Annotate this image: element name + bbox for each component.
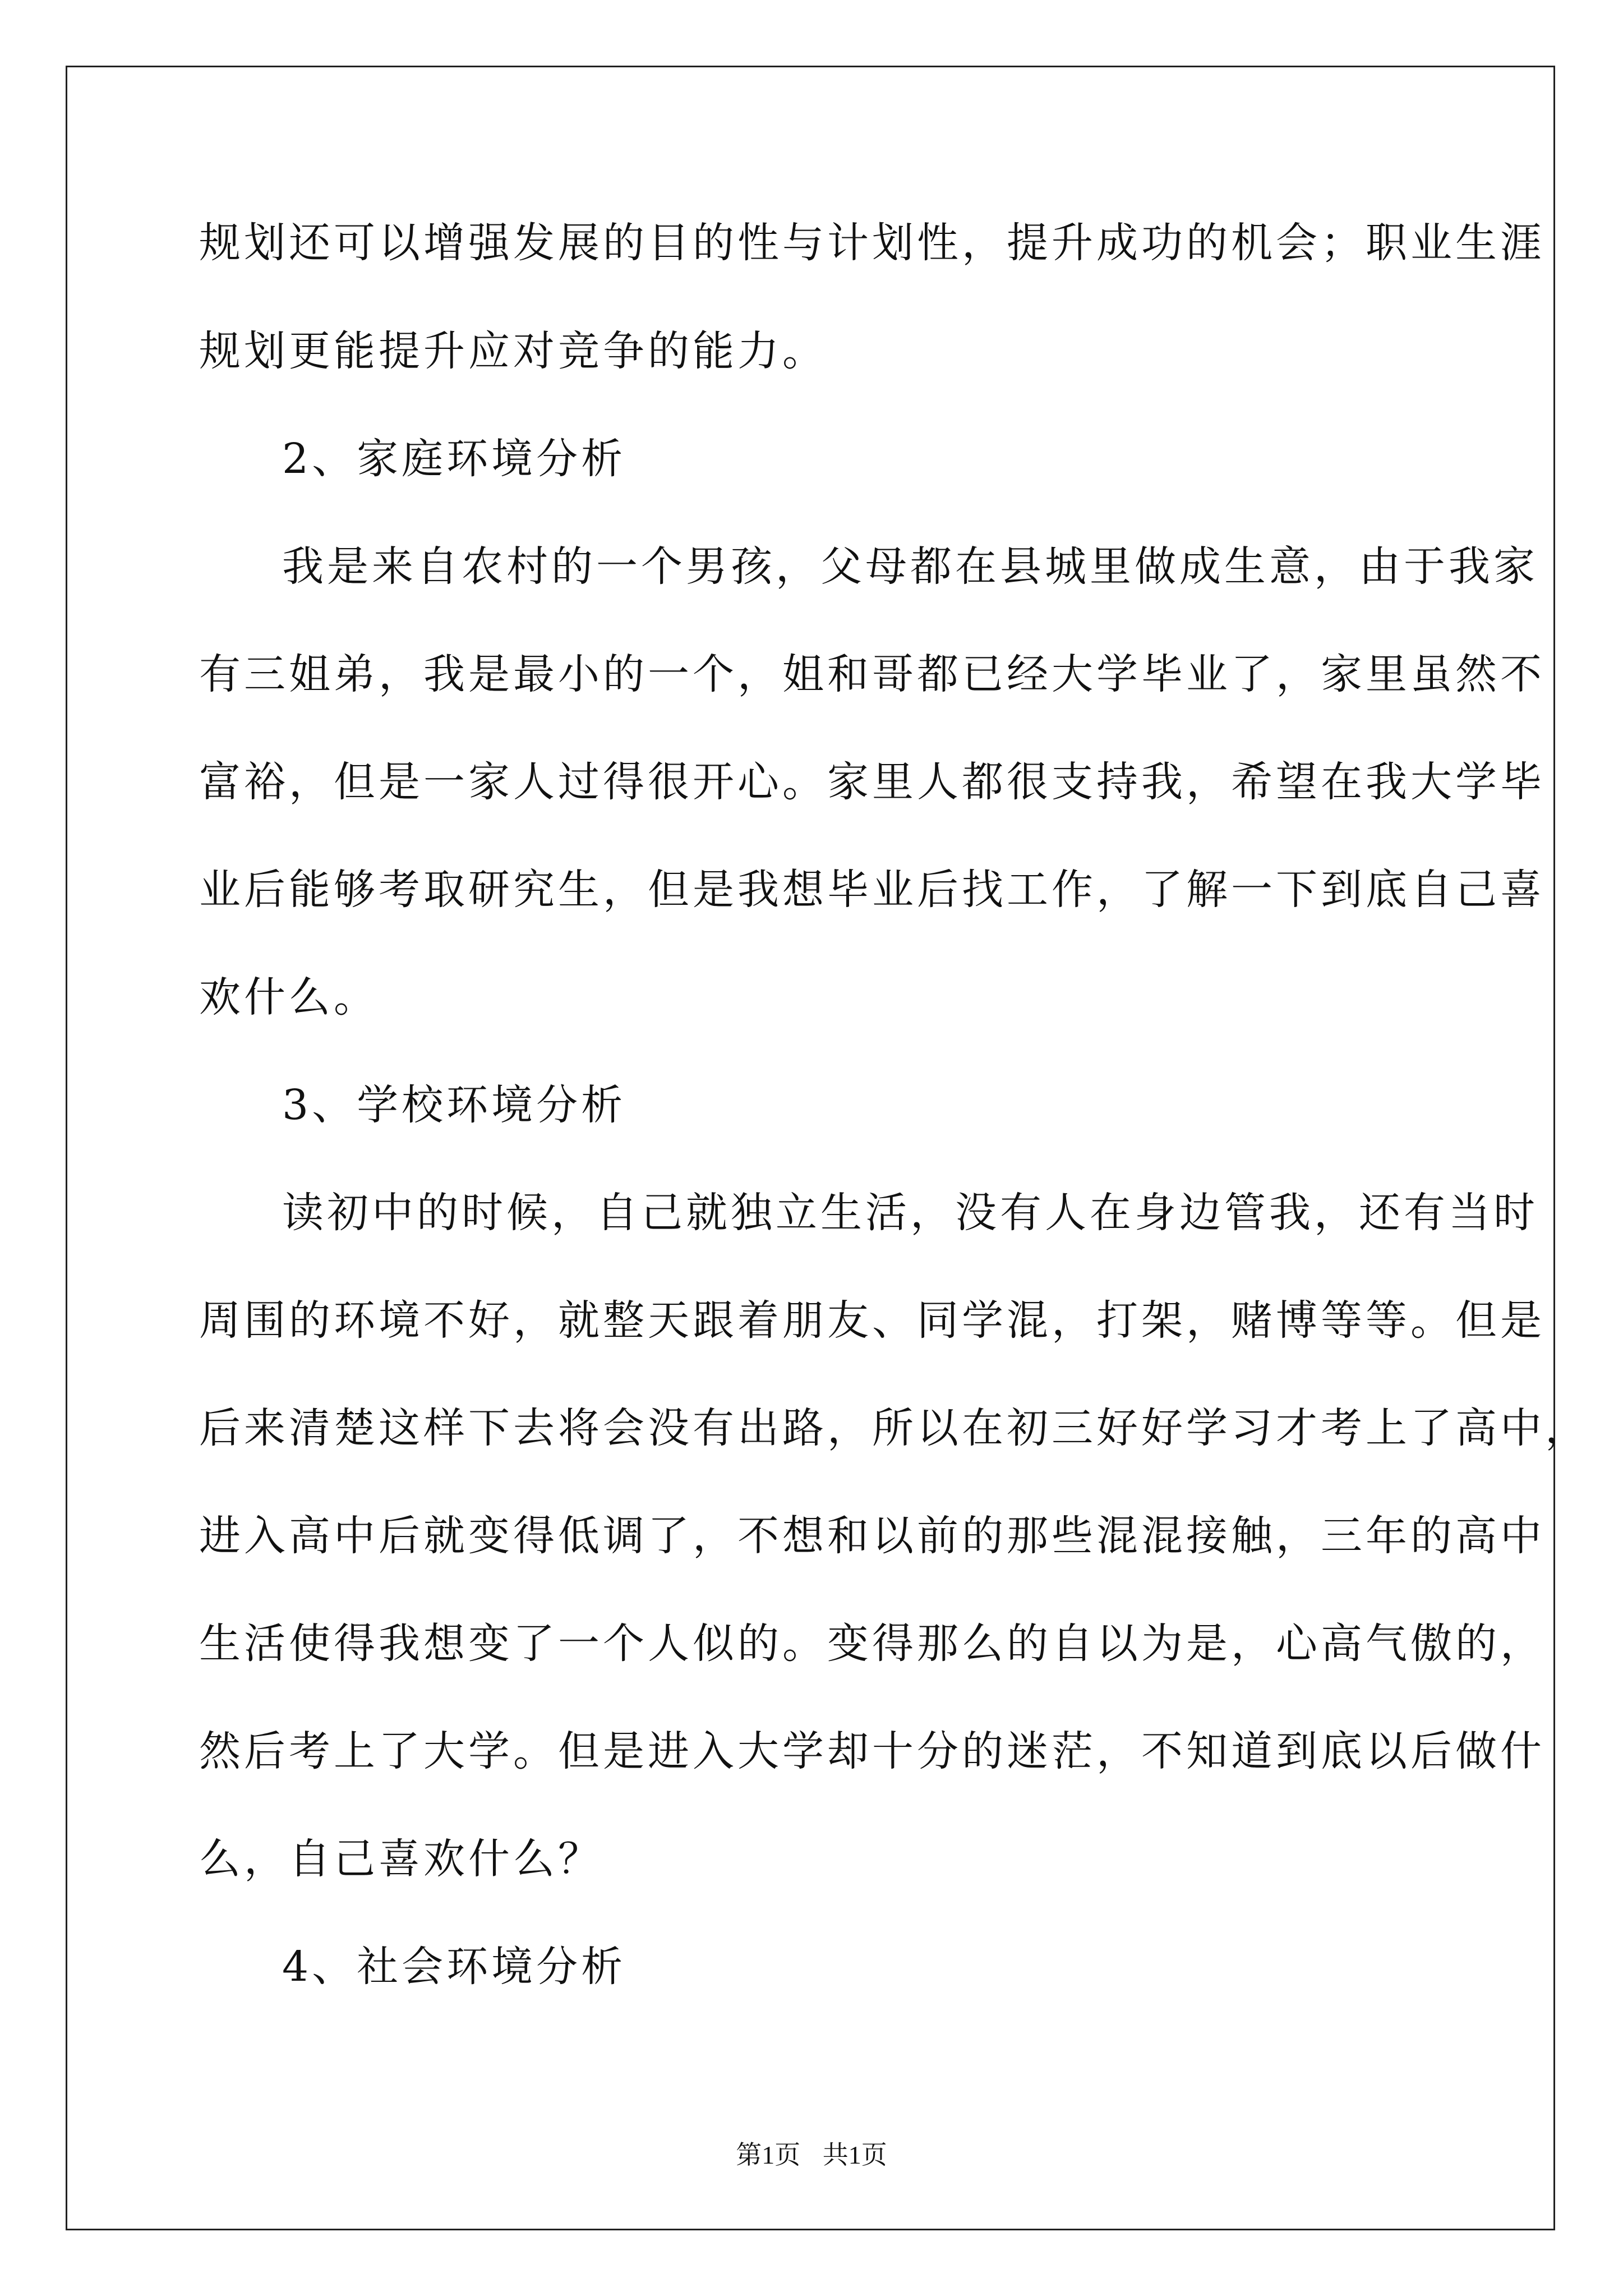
page-number: 第1页 <box>736 2141 801 2169</box>
paragraph-line: 规划更能提升应对竞争的能力。 <box>199 327 827 375</box>
page-footer <box>0 2134 1623 2171</box>
paragraph-line: 生活使得我想变了一个人似的。变得那么的自以为是，心高气傲的， <box>199 1619 1545 1668</box>
paragraph-line: 规划还可以增强发展的目的性与计划性，提升成功的机会；职业生涯 <box>199 219 1545 267</box>
paragraph-line: 业后能够考取研究生，但是我想毕业后找工作，了解一下到底自己喜 <box>199 866 1545 914</box>
paragraph-line: 么，自己喜欢什么？ <box>199 1835 603 1883</box>
paragraph-line: 我是来自农村的一个男孩，父母都在县城里做成生意，由于我家 <box>282 542 1538 591</box>
page-border <box>66 66 1555 2230</box>
paragraph-line: 周围的环境不好，就整天跟着朋友、同学混，打架，赌博等等。但是 <box>199 1296 1545 1345</box>
page-total: 共1页 <box>822 2141 887 2169</box>
section-heading: 4、社会环境分析 <box>282 1943 626 1991</box>
section-heading: 3、学校环境分析 <box>282 1081 626 1129</box>
paragraph-line: 后来清楚这样下去将会没有出路，所以在初三好好学习才考上了高中， <box>199 1404 1590 1452</box>
paragraph-line: 有三姐弟，我是最小的一个，姐和哥都已经大学毕业了，家里虽然不 <box>199 650 1545 698</box>
paragraph-line: 进入高中后就变得低调了，不想和以前的那些混混接触，三年的高中 <box>199 1512 1545 1560</box>
section-heading: 2、家庭环境分析 <box>282 435 626 483</box>
paragraph-line: 欢什么。 <box>199 973 379 1022</box>
paragraph-line: 富裕，但是一家人过得很开心。家里人都很支持我，希望在我大学毕 <box>199 758 1545 806</box>
paragraph-line: 然后考上了大学。但是进入大学却十分的迷茫，不知道到底以后做什 <box>199 1727 1545 1775</box>
paragraph-line: 读初中的时候，自己就独立生活，没有人在身边管我，还有当时 <box>282 1189 1538 1237</box>
